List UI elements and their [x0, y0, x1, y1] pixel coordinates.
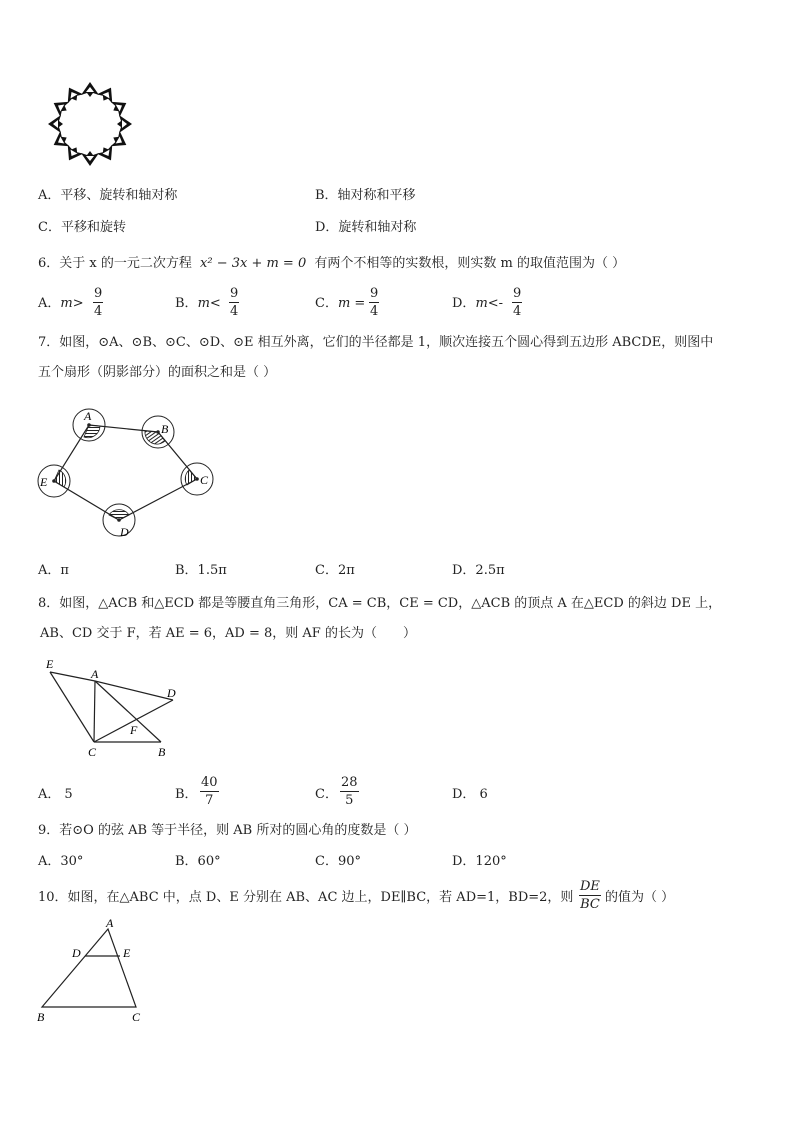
q7-stem-line2: 五个扇形（阴影部分）的面积之和是（ ）	[38, 365, 277, 380]
ring-shape	[81, 151, 99, 166]
q7-option-c: C．2π	[315, 563, 355, 578]
q8-label-d: D	[167, 686, 176, 700]
q5-option-c: C．平移和旋转	[38, 220, 126, 235]
q5-option-d: D．旋转和轴对称	[315, 220, 417, 235]
q10-fraction: DE BC	[580, 879, 600, 912]
q8-label-f: F	[130, 723, 138, 737]
q6-option-c: C．m =	[315, 296, 366, 311]
q10-triangle-figure	[34, 917, 149, 1027]
q8-stem-line2: AB、CD 交于 F，若 AE = 6，AD = 8，则 AF 的长为（ ）	[40, 626, 416, 641]
q10-label-d: D	[72, 946, 81, 960]
q10-label-c: C	[132, 1010, 141, 1024]
q6-stem-before: 6．关于 x 的一元二次方程	[38, 256, 192, 271]
ring-shape	[49, 95, 71, 118]
q7-label-d: D	[120, 525, 129, 539]
q5-ring-figure	[38, 78, 144, 170]
q8-option-c-fraction: 28 5	[341, 775, 358, 808]
q9-option-a: A．30°	[38, 854, 84, 869]
q6-option-d: D．m<-	[452, 296, 504, 311]
ring-shape	[96, 83, 119, 105]
q7-label-c: C	[200, 473, 209, 487]
q9-option-d: D．120°	[452, 854, 507, 869]
q8-label-e: E	[46, 657, 54, 671]
q5-option-b: B．轴对称和平移	[315, 188, 416, 203]
q10-label-b: B	[37, 1010, 45, 1024]
q10-stem-after: 的值为（ ）	[605, 890, 675, 905]
q10-label-e: E	[123, 946, 131, 960]
q6-stem	[38, 257, 625, 270]
q7-option-d: D．2.5π	[452, 563, 505, 578]
q6-equation: x² − 3x + m = 0	[200, 256, 307, 271]
ring-shape	[49, 130, 71, 153]
q8-option-c: C．	[315, 787, 338, 802]
q6-option-b: B．m<	[175, 296, 221, 311]
q8-label-b: B	[158, 745, 166, 759]
ring-shape	[61, 143, 84, 165]
q8-option-b: B．	[175, 787, 198, 802]
q6-stem-after: 有两个不相等的实数根，则实数 m 的取值范围为（ ）	[314, 256, 626, 271]
q6-option-a-fraction: 9 4	[94, 286, 103, 319]
ring-shape	[96, 143, 119, 165]
q6-option-c-fraction: 9 4	[370, 286, 379, 319]
ring-shape	[109, 130, 131, 153]
q9-option-c: C．90°	[315, 854, 361, 869]
q7-option-b: B．1.5π	[175, 563, 227, 578]
q8-triangle-figure	[40, 652, 185, 764]
q6-option-d-fraction: 9 4	[513, 286, 522, 319]
q5-option-a: A．平移、旋转和轴对称	[38, 188, 178, 203]
q8-option-a: A． 5	[38, 787, 73, 802]
q8-option-b-fraction: 40 7	[201, 775, 218, 808]
q6-option-b-fraction: 9 4	[230, 286, 239, 319]
q7-label-b: B	[161, 422, 169, 436]
ring-shape	[48, 115, 63, 133]
ring-shape	[117, 115, 132, 133]
q9-stem: 9．若⊙O 的弦 AB 等于半径，则 AB 所对的圆心角的度数是（ ）	[38, 823, 417, 838]
q8-label-a: A	[91, 667, 99, 681]
q10-stem-before: 10．如图，在△ABC 中，点 D、E 分别在 AB、AC 边上，DE∥BC，若 AD=1，BD=2，则	[38, 890, 574, 905]
q7-label-a: A	[84, 409, 92, 423]
q7-stem-line1: 7．如图，⊙A、⊙B、⊙C、⊙D、⊙E 相互外离，它们的半径都是 1，顺次连接五个圆心得到五边形 ABCDE，则图中	[38, 335, 714, 350]
q8-label-c: C	[88, 745, 97, 759]
q6-option-a: A．m>	[38, 296, 84, 311]
ring-shape	[61, 83, 84, 105]
q9-option-b: B．60°	[175, 854, 221, 869]
q8-option-d: D． 6	[452, 787, 488, 802]
q8-stem-line1: 8．如图，△ACB 和△ECD 都是等腰直角三角形，CA = CB，CE = CD，△ACB 的顶点 A 在△ECD 的斜边 DE 上，	[38, 596, 722, 611]
q7-label-e: E	[40, 475, 48, 489]
ring-shape	[109, 95, 131, 118]
ring-shape	[81, 82, 99, 97]
q7-pentagon-figure	[34, 402, 219, 542]
q10-label-a: A	[106, 917, 114, 930]
q7-option-a: A．π	[38, 563, 69, 578]
